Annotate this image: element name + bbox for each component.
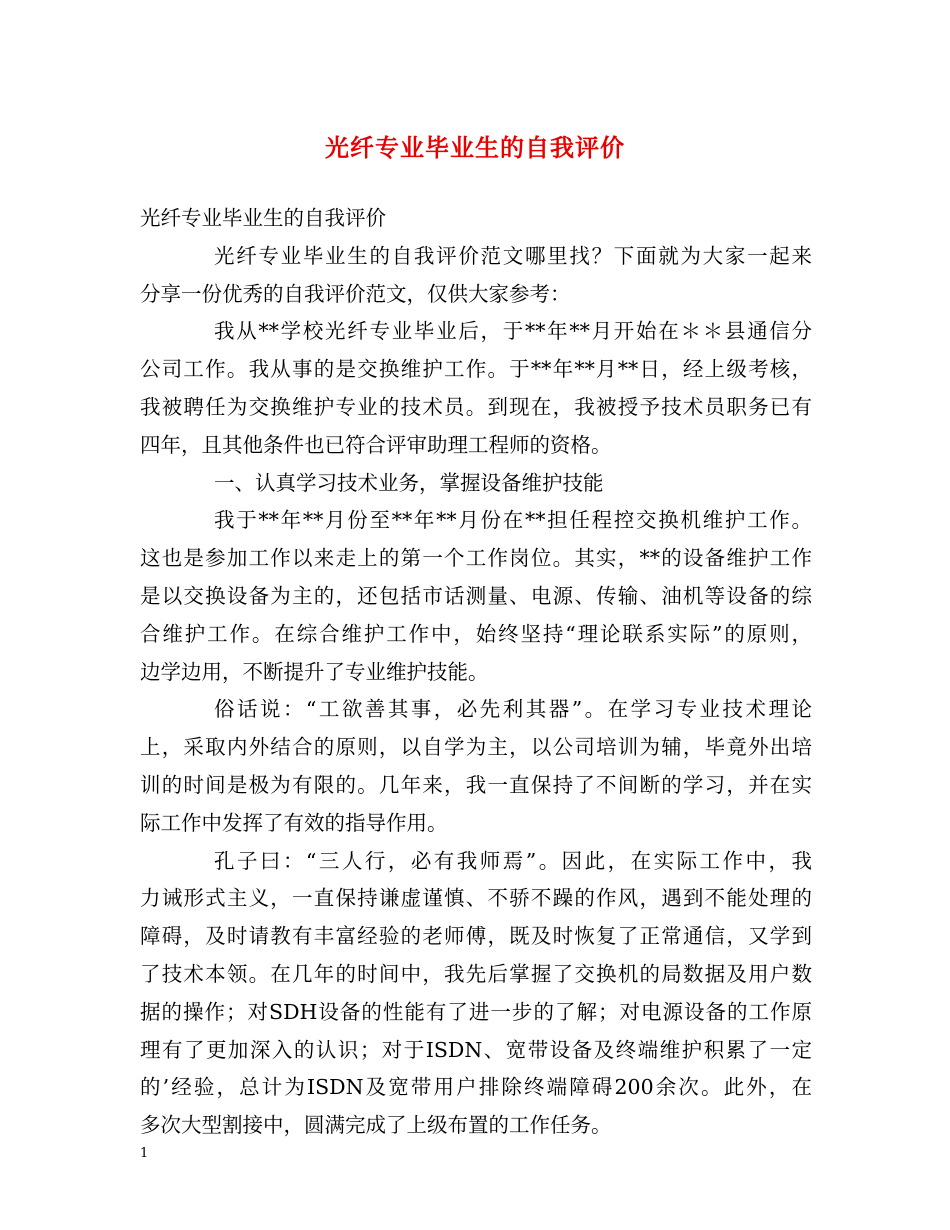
paragraph-line: 边学边用，不断提升了专业维护技能。: [140, 659, 489, 684]
paragraph-line: 理有了更加深入的认识；对于ISDN、宽带设备及终端维护积累了一定: [140, 1037, 812, 1062]
paragraph-line: 我从**学校光纤专业毕业后，于**年**月开始在＊＊县通信分: [214, 319, 812, 344]
paragraph-line: 合维护工作。在综合维护工作中，始终坚持“理论联系实际”的原则，: [140, 621, 812, 646]
paragraph-line: 分享一份优秀的自我评价范文，仅供大家参考：: [140, 281, 571, 306]
paragraph-line: 这也是参加工作以来走上的第一个工作岗位。其实，**的设备维护工作: [140, 546, 812, 571]
paragraph-line: 据的操作；对SDH设备的性能有了进一步的了解；对电源设备的工作原: [140, 999, 812, 1024]
paragraph-line: 孔子曰：“三人行，必有我师焉”。因此，在实际工作中，我: [214, 848, 812, 873]
paragraph-line: 是以交换设备为主的，还包括市话测量、电源、传输、油机等设备的综: [140, 583, 812, 608]
paragraph-line: 际工作中发挥了有效的指导作用。: [140, 810, 448, 835]
page-number: 1: [140, 1146, 149, 1161]
body-heading: 光纤专业毕业生的自我评价: [140, 206, 386, 230]
paragraph-line: 多次大型割接中，圆满完成了上级布置的工作任务。: [140, 1113, 612, 1138]
paragraph-line: 我于**年**月份至**年**月份在**担任程控交换机维护工作。: [214, 508, 812, 533]
paragraph-line: 训的时间是极为有限的。几年来，我一直保持了不间断的学习，并在实: [140, 772, 812, 797]
paragraph-line: 障碍，及时请教有丰富经验的老师傅，既及时恢复了正常通信，又学到: [140, 924, 812, 949]
paragraph-line: 俗话说：“工欲善其事，必先利其器”。在学习专业技术理论: [214, 697, 812, 722]
paragraph-line: 光纤专业毕业生的自我评价范文哪里找？下面就为大家一起来: [214, 243, 812, 268]
paragraph-line: 公司工作。我从事的是交换维护工作。于**年**月**日，经上级考核，: [140, 357, 812, 382]
paragraph-line: 的’经验，总计为ISDN及宽带用户排除终端障碍200余次。此外，在: [140, 1075, 812, 1100]
document-body: [140, 200, 812, 1145]
paragraph-line: 我被聘任为交换维护专业的技术员。到现在，我被授予技术员职务已有: [140, 394, 812, 419]
paragraph-line: 上，采取内外结合的原则，以自学为主，以公司培训为辅，毕竟外出培: [140, 735, 812, 760]
paragraph-line: 了技术本领。在几年的时间中，我先后掌握了交换机的局数据及用户数: [140, 961, 812, 986]
document-title: 光纤专业毕业生的自我评价: [325, 134, 625, 162]
paragraph-line: 力诫形式主义，一直保持谦虚谨慎、不骄不躁的作风，遇到不能处理的: [140, 886, 812, 911]
section-heading: 一、认真学习技术业务，掌握设备维护技能: [214, 470, 604, 495]
paragraph-line: 四年，且其他条件也已符合评审助理工程师的资格。: [140, 432, 612, 457]
